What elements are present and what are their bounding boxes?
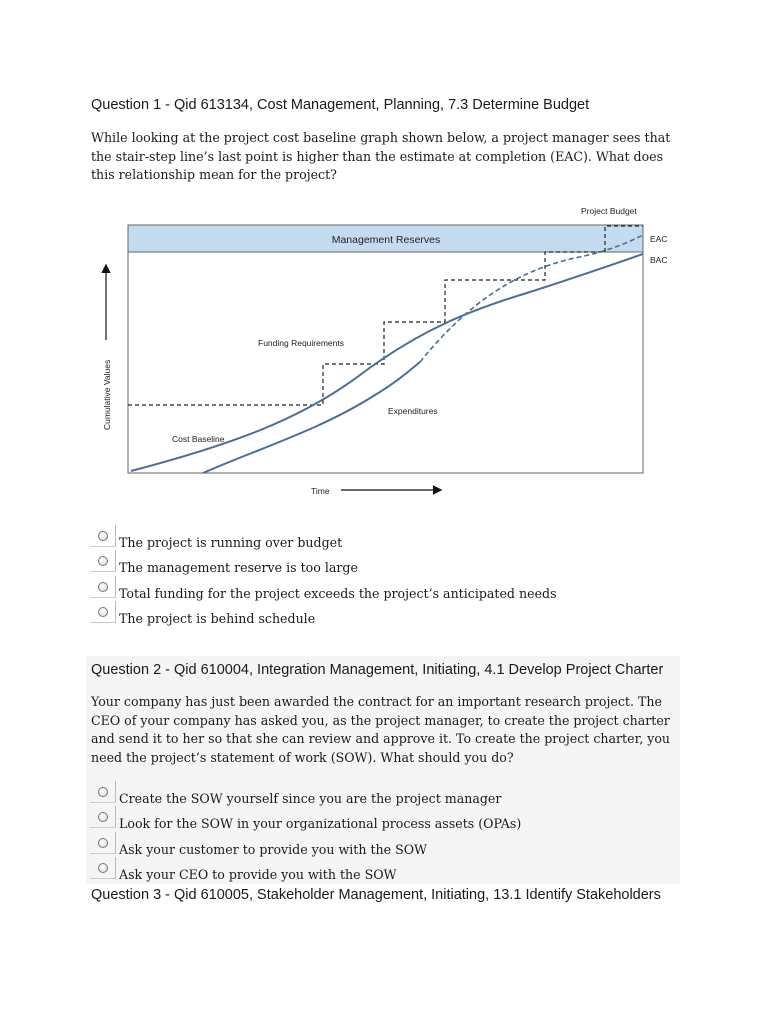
- radio-button-icon[interactable]: [98, 863, 108, 873]
- option-label: Total funding for the project exceeds the project’s anticipated needs: [119, 585, 557, 601]
- option-label: The project is behind schedule: [119, 610, 316, 626]
- question-2-line: CEO of your company has asked you, as the project manager, to create the project charter: [91, 712, 670, 728]
- option-cell: [90, 806, 116, 828]
- radio-button-icon[interactable]: [98, 812, 108, 822]
- question-1-title: Question 1 - Qid 613134, Cost Management, Planning, 7.3 Determine Budget: [91, 97, 590, 113]
- bac-label: BAC: [650, 255, 668, 265]
- option-cell: [90, 601, 116, 623]
- radio-button-icon[interactable]: [98, 787, 108, 797]
- option-label: Ask your customer to provide you with the SOW: [119, 841, 427, 857]
- option-label: The project is running over budget: [119, 534, 343, 550]
- option-cell: [90, 525, 116, 547]
- radio-button-icon[interactable]: [98, 607, 108, 617]
- funding-requirements-label: Funding Requirements: [258, 338, 344, 348]
- management-reserves-label: Management Reserves: [331, 234, 441, 246]
- y-axis-label: Cumulative Values: [102, 359, 112, 430]
- question-2-option-3[interactable]: [90, 832, 427, 857]
- expenditures-curve: [203, 362, 420, 473]
- question-1-line: the stair-step line’s last point is higher than the estimate at completion (EAC). What does: [91, 148, 664, 164]
- question-1-option-3[interactable]: [90, 576, 557, 601]
- option-cell: [90, 781, 116, 803]
- question-2-option-2[interactable]: [90, 806, 522, 831]
- option-label: Create the SOW yourself since you are the project manager: [119, 790, 502, 806]
- question-1-line: this relationship mean for the project?: [91, 167, 337, 182]
- funding-requirements-steps: [128, 226, 643, 405]
- question-1-option-4[interactable]: [90, 601, 316, 626]
- expenditures-forecast: [420, 235, 643, 362]
- question-1-option-2[interactable]: [90, 550, 358, 575]
- question-2-option-1[interactable]: [90, 781, 502, 806]
- option-label: The management reserve is too large: [119, 559, 358, 575]
- question-3-title: Question 3 - Qid 610005, Stakeholder Management, Initiating, 13.1 Identify Stakeholders: [91, 887, 661, 903]
- question-2-title: Question 2 - Qid 610004, Integration Management, Initiating, 4.1 Develop Project Charter: [91, 662, 664, 678]
- radio-button-icon[interactable]: [98, 582, 108, 592]
- option-cell: [90, 550, 116, 572]
- expenditures-label: Expenditures: [388, 406, 438, 416]
- option-cell: [90, 832, 116, 854]
- radio-button-icon[interactable]: [98, 556, 108, 566]
- cost-baseline-label: Cost Baseline: [172, 434, 225, 444]
- question-2-line: need the project’s statement of work (SOW). What should you do?: [91, 749, 514, 765]
- question-2-line: Your company has just been awarded the contract for an important research project. The: [91, 694, 662, 709]
- question-2-text: [91, 693, 691, 767]
- project-budget-label: Project Budget: [581, 206, 637, 216]
- radio-button-icon[interactable]: [98, 531, 108, 541]
- option-label: Look for the SOW in your organizational process assets (OPAs): [119, 815, 522, 831]
- option-cell: [90, 857, 116, 879]
- option-cell: [90, 576, 116, 598]
- question-1-line: While looking at the project cost baseline graph shown below, a project manager sees that: [91, 130, 671, 145]
- eac-label: EAC: [650, 234, 668, 244]
- question-2-option-4[interactable]: [90, 857, 397, 882]
- option-label: Ask your CEO to provide you with the SOW: [119, 866, 397, 882]
- question-1-option-1[interactable]: [90, 525, 343, 550]
- x-axis-label: Time: [311, 486, 330, 496]
- radio-button-icon[interactable]: [98, 838, 108, 848]
- question-2-line: and send it to her so that she can review and approve it. To create the project charter, you: [91, 731, 671, 746]
